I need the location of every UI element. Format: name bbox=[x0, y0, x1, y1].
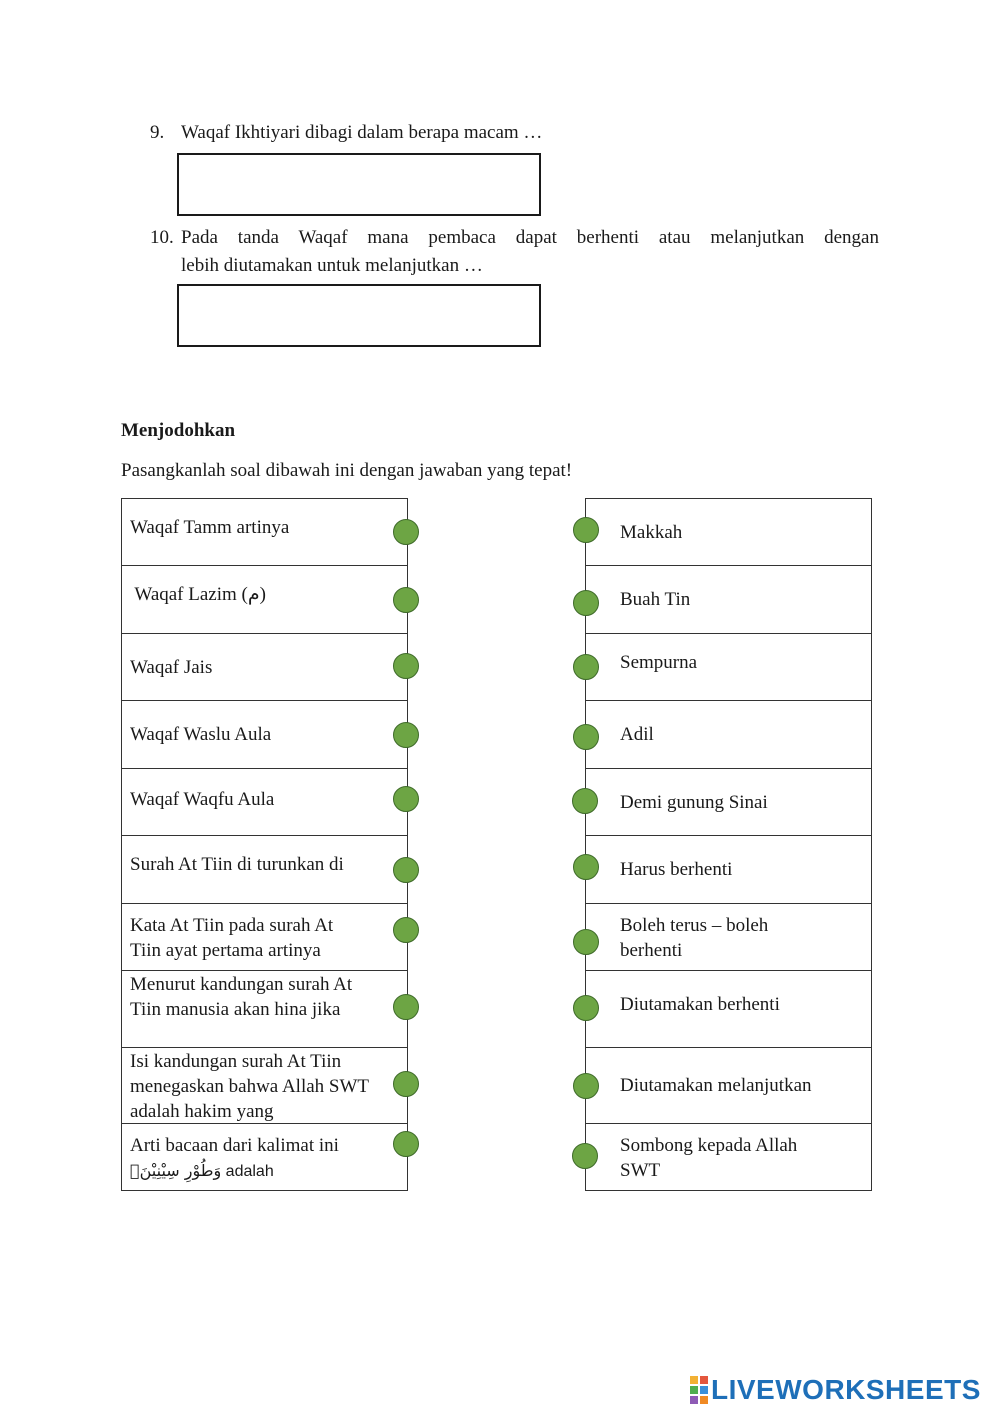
liveworksheets-logo bbox=[690, 1374, 981, 1406]
left-connector-dot-1[interactable] bbox=[393, 519, 419, 545]
right-connector-dot-10[interactable] bbox=[572, 1143, 598, 1169]
left-item-3: Waqaf Jais bbox=[121, 633, 408, 701]
right-connector-dot-1[interactable] bbox=[573, 517, 599, 543]
right-connector-dot-3[interactable] bbox=[573, 654, 599, 680]
left-item-10 bbox=[121, 1123, 408, 1191]
right-connector-dot-2[interactable] bbox=[573, 590, 599, 616]
question-10-answer-box[interactable] bbox=[177, 284, 541, 347]
left-connector-dot-6[interactable] bbox=[393, 857, 419, 883]
question-10-text-line2: lebih diutamakan untuk melanjutkan … bbox=[181, 255, 483, 276]
instruction-text: Pasangkanlah soal dibawah ini dengan jawaban yang tepat! bbox=[121, 460, 573, 481]
left-connector-dot-3[interactable] bbox=[393, 653, 419, 679]
right-item-7: Boleh terus – boleh berhenti bbox=[585, 903, 872, 971]
left-item-8: Menurut kandungan surah At Tiin manusia akan hina jika bbox=[121, 970, 408, 1048]
left-item-7: Kata At Tiin pada surah At Tiin ayat pertama artinya bbox=[121, 903, 408, 971]
right-connector-dot-9[interactable] bbox=[573, 1073, 599, 1099]
left-item-9: Isi kandungan surah At Tiin menegaskan bahwa Allah SWT adalah hakim yang bbox=[121, 1047, 408, 1124]
left-connector-dot-4[interactable] bbox=[393, 722, 419, 748]
right-item-8: Diutamakan berhenti bbox=[585, 970, 872, 1048]
right-connector-dot-6[interactable] bbox=[573, 854, 599, 880]
left-connector-dot-5[interactable] bbox=[393, 786, 419, 812]
right-connector-dot-4[interactable] bbox=[573, 724, 599, 750]
right-connector-dot-5[interactable] bbox=[572, 788, 598, 814]
section-heading: Menjodohkan bbox=[121, 420, 236, 441]
question-10-number: 10. bbox=[150, 227, 174, 248]
question-9-text: Waqaf Ikhtiyari dibagi dalam berapa macam … bbox=[181, 122, 543, 143]
left-connector-dot-10[interactable] bbox=[393, 1131, 419, 1157]
left-item-1: Waqaf Tamm artinya bbox=[121, 498, 408, 566]
left-connector-dot-7[interactable] bbox=[393, 917, 419, 943]
right-item-10: Sombong kepada Allah SWT bbox=[585, 1123, 872, 1191]
left-item-5: Waqaf Waqfu Aula bbox=[121, 768, 408, 836]
left-connector-dot-8[interactable] bbox=[393, 994, 419, 1020]
left-item-2: Waqaf Lazim (م) bbox=[121, 565, 408, 634]
left-item-6: Surah At Tiin di turunkan di bbox=[121, 835, 408, 904]
right-item-2: Buah Tin bbox=[585, 565, 872, 634]
left-item-10-text: Arti bacaan dari kalimat ini bbox=[130, 1135, 339, 1156]
left-connector-dot-2[interactable] bbox=[393, 587, 419, 613]
left-item-10-line2 bbox=[130, 1158, 399, 1184]
left-item-10-suffix: adalah bbox=[221, 1163, 274, 1180]
right-item-4: Adil bbox=[585, 700, 872, 769]
right-item-3: Sempurna bbox=[585, 633, 872, 701]
question-9-number: 9. bbox=[150, 122, 165, 143]
right-connector-dot-7[interactable] bbox=[573, 929, 599, 955]
right-item-6: Harus berhenti bbox=[585, 835, 872, 904]
right-item-5: Demi gunung Sinai bbox=[585, 768, 872, 836]
logo-grid-icon bbox=[690, 1376, 708, 1404]
right-item-9: Diutamakan melanjutkan bbox=[585, 1047, 872, 1124]
question-10-text-line1: Pada tanda Waqaf mana pembaca dapat berhenti atau melanjutkan dengan bbox=[181, 227, 879, 248]
logo-text: LIVEWORKSHEETS bbox=[711, 1374, 981, 1405]
left-connector-dot-9[interactable] bbox=[393, 1071, 419, 1097]
question-9-answer-box[interactable] bbox=[177, 153, 541, 216]
left-item-4: Waqaf Waslu Aula bbox=[121, 700, 408, 769]
right-item-1: Makkah bbox=[585, 498, 872, 566]
right-connector-dot-8[interactable] bbox=[573, 995, 599, 1021]
arabic-phrase: وَطُوْرِ سِيْنِيْنَۙ bbox=[130, 1161, 222, 1180]
